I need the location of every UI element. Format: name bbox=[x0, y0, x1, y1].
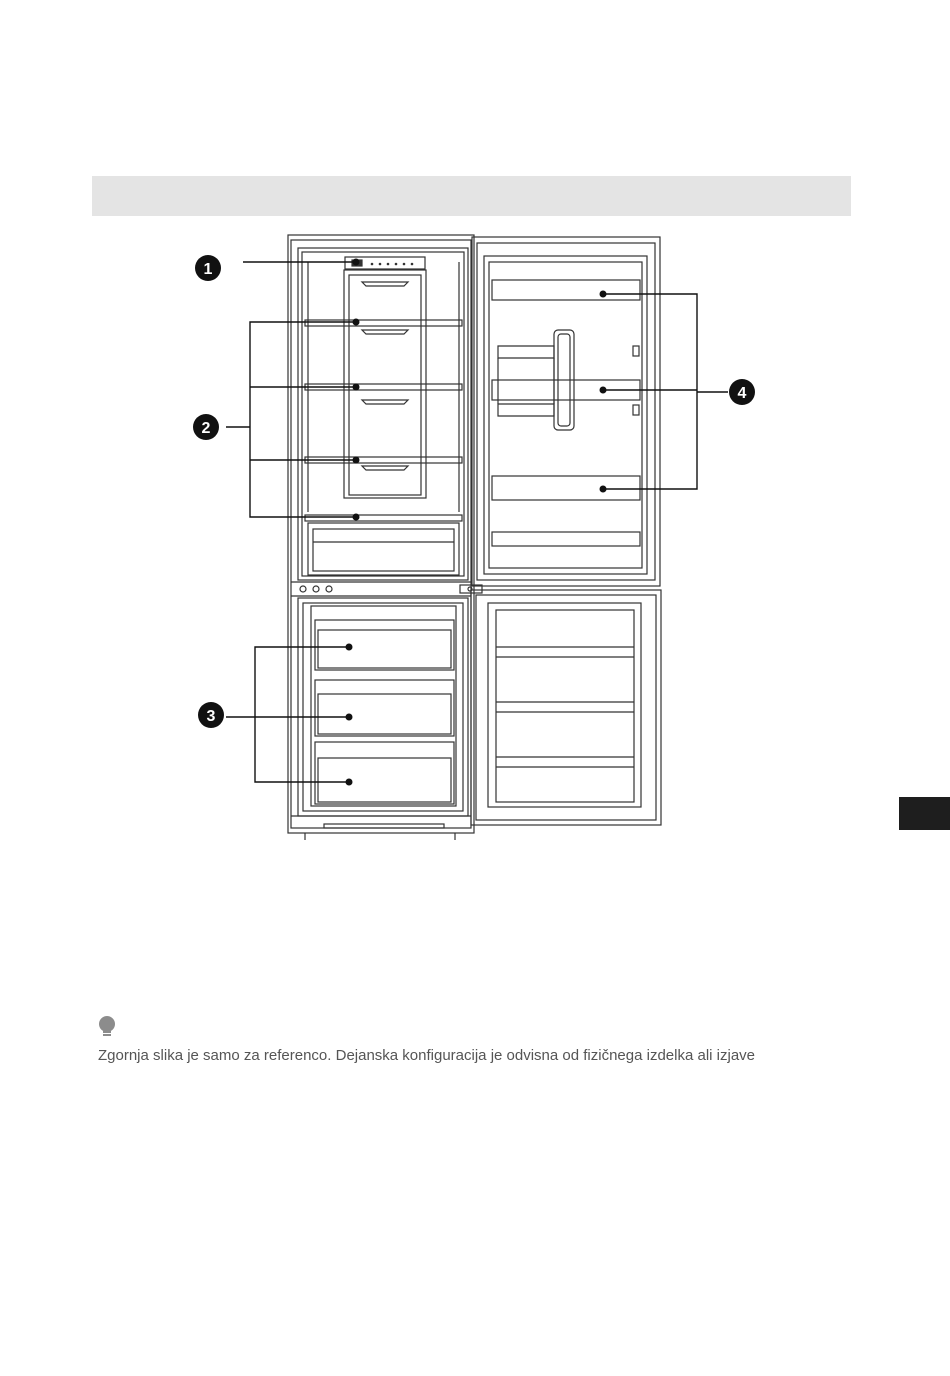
freezer-drawer-3 bbox=[315, 742, 454, 804]
freezer-drawer-1 bbox=[315, 620, 454, 670]
fridge-door bbox=[472, 237, 660, 586]
freezer-compartment bbox=[298, 598, 468, 816]
callout-2-number: 2 bbox=[201, 420, 211, 437]
door-balcony-3 bbox=[492, 476, 640, 500]
freezer-drawer-2 bbox=[315, 680, 454, 736]
callout-3-number: 3 bbox=[206, 708, 216, 725]
callout-3 bbox=[198, 702, 224, 728]
crisper-drawer bbox=[308, 523, 459, 575]
fridge-shelf-4 bbox=[305, 515, 462, 521]
callout-4-number: 4 bbox=[737, 385, 747, 402]
callout-1 bbox=[195, 255, 221, 281]
callout-2 bbox=[193, 414, 219, 440]
page-side-tab bbox=[899, 797, 950, 830]
door-balcony-1 bbox=[492, 280, 640, 300]
callout-4 bbox=[729, 379, 755, 405]
fridge-compartment bbox=[298, 248, 468, 580]
lightbulb-icon bbox=[97, 1015, 117, 1039]
callout-1-number: 1 bbox=[203, 261, 213, 278]
freezer-door bbox=[471, 590, 661, 825]
fridge-cabinet bbox=[288, 235, 474, 833]
note-text: Zgornja slika je samo za referenco. Dejanska konfiguracija je odvisna od fizičnega izdelka ali izjave bbox=[98, 1047, 756, 1064]
fridge-shelf-1 bbox=[305, 320, 462, 326]
